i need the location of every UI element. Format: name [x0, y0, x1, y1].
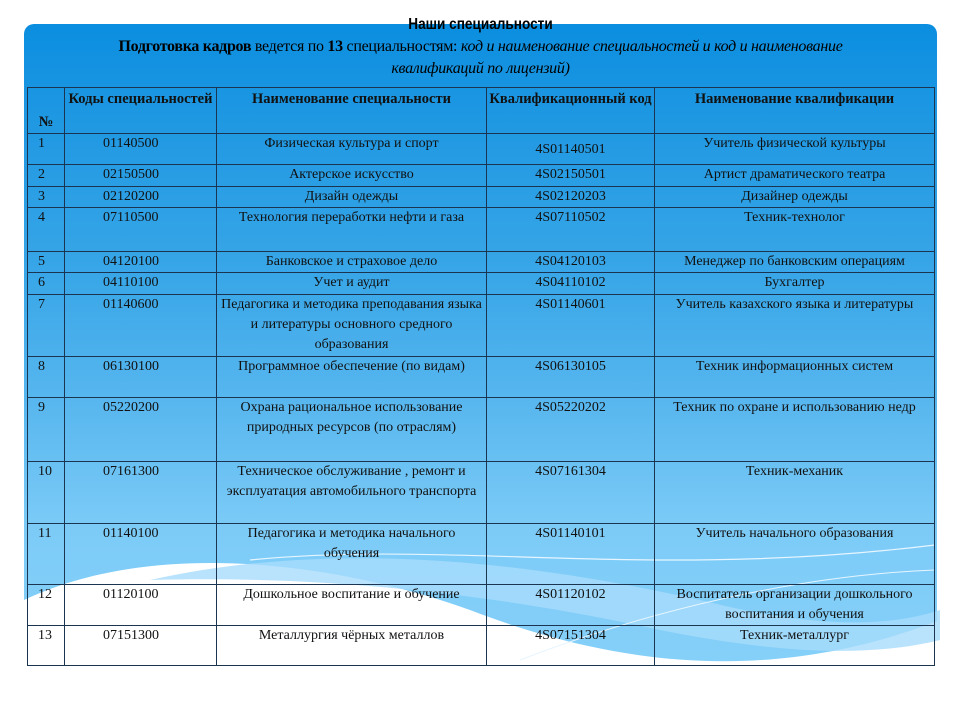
specialty-name: Дошкольное воспитание и обучение: [217, 585, 487, 626]
subtitle-bold-2: 13: [327, 38, 343, 55]
slide-header: [24, 14, 937, 80]
qualification-code: 4S02120203: [487, 187, 655, 208]
qualification-code: 4S01120102: [487, 585, 655, 626]
qualification-name: Техник-металлург: [655, 626, 935, 666]
row-number: 7: [28, 295, 65, 357]
subtitle-text-2: специальностям:: [342, 38, 461, 55]
qualification-code: 4S07161304: [487, 462, 655, 524]
qualification-code: 4S05220202: [487, 398, 655, 462]
specialty-name: Техническое обслуживание , ремонт и эксплуатация автомобильного транспорта: [217, 462, 487, 524]
header-specialty-name: Наименование специальности: [217, 88, 487, 134]
row-number: 13: [28, 626, 65, 666]
row-number: 2: [28, 165, 65, 187]
specialty-code: 04110100: [65, 273, 217, 295]
qualification-code: 4S07151304: [487, 626, 655, 666]
specialty-name: Учет и аудит: [217, 273, 487, 295]
specialty-code: 02120200: [65, 187, 217, 208]
row-number: 1: [28, 134, 65, 165]
specialty-code: 07151300: [65, 626, 217, 666]
specialty-code: 05220200: [65, 398, 217, 462]
table-row: [28, 165, 935, 187]
qualification-name: Воспитатель организации дошкольного воспитания и обучения: [655, 585, 935, 626]
specialty-name: Дизайн одежды: [217, 187, 487, 208]
specialties-table: [27, 87, 935, 666]
qualification-code: 4S01140601: [487, 295, 655, 357]
table-header-row: [28, 88, 935, 134]
subtitle-italic: код и наименование специальностей и код и наименование квалификаций по лицензий): [391, 38, 843, 77]
qualification-code: 4S01140501: [487, 134, 655, 165]
qualification-name: Бухгалтер: [655, 273, 935, 295]
specialty-code: 07110500: [65, 208, 217, 252]
specialty-code: 04120100: [65, 252, 217, 273]
qualification-code: 4S07110502: [487, 208, 655, 252]
qualification-name: Техник по охране и использованию недр: [655, 398, 935, 462]
specialty-name: Педагогика и методика начального обучения: [217, 524, 487, 585]
row-number: 5: [28, 252, 65, 273]
specialty-code: 01140600: [65, 295, 217, 357]
row-number: 11: [28, 524, 65, 585]
qualification-name: Артист драматического театра: [655, 165, 935, 187]
specialty-name: Технология переработки нефти и газа: [217, 208, 487, 252]
specialty-name: Программное обеспечение (по видам): [217, 357, 487, 398]
specialty-name: Физическая культура и спорт: [217, 134, 487, 165]
table-row: [28, 626, 935, 666]
row-number: 4: [28, 208, 65, 252]
table-row: [28, 208, 935, 252]
specialty-code: 06130100: [65, 357, 217, 398]
table-row: [28, 134, 935, 165]
slide-title: Наши специальности: [408, 16, 553, 33]
qualification-code: 4S01140101: [487, 524, 655, 585]
specialty-code: 02150500: [65, 165, 217, 187]
table-row: [28, 585, 935, 626]
qualification-name: Техник информационных систем: [655, 357, 935, 398]
qualification-code: 4S04110102: [487, 273, 655, 295]
subtitle-text-1: ведется по: [251, 38, 328, 55]
specialty-name: Банковское и страховое дело: [217, 252, 487, 273]
specialty-code: 01120100: [65, 585, 217, 626]
row-number: 10: [28, 462, 65, 524]
specialty-code: 01140500: [65, 134, 217, 165]
specialty-name: Металлургия чёрных металлов: [217, 626, 487, 666]
table-row: [28, 252, 935, 273]
specialty-code: 07161300: [65, 462, 217, 524]
header-qualification-name: Наименование квалификации: [655, 88, 935, 134]
qualification-name: Дизайнер одежды: [655, 187, 935, 208]
specialty-code: 01140100: [65, 524, 217, 585]
table-row: [28, 357, 935, 398]
subtitle-bold-1: Подготовка кадров: [118, 38, 252, 55]
row-number: 9: [28, 398, 65, 462]
row-number: 6: [28, 273, 65, 295]
table-row: [28, 524, 935, 585]
qualification-code: 4S02150501: [487, 165, 655, 187]
qualification-name: Менеджер по банковским операциям: [655, 252, 935, 273]
specialty-name: Педагогика и методика преподавания языка и литературы основного средного образования: [217, 295, 487, 357]
qualification-name: Учитель казахского языка и литературы: [655, 295, 935, 357]
header-qualification-code: Квалификационный код: [487, 88, 655, 134]
table-row: [28, 398, 935, 462]
qualification-name: Учитель физической культуры: [655, 134, 935, 165]
row-number: 3: [28, 187, 65, 208]
table-row: [28, 462, 935, 524]
header-specialty-code: Коды специальностей: [65, 88, 217, 134]
row-number: 12: [28, 585, 65, 626]
qualification-name: Учитель начального образования: [655, 524, 935, 585]
qualification-name: Техник-механик: [655, 462, 935, 524]
slide-subtitle: [24, 36, 937, 80]
table-row: [28, 273, 935, 295]
qualification-code: 4S06130105: [487, 357, 655, 398]
table-row: [28, 187, 935, 208]
specialty-name: Актерское искусство: [217, 165, 487, 187]
header-number: №: [28, 88, 65, 134]
table-row: [28, 295, 935, 357]
qualification-name: Техник-технолог: [655, 208, 935, 252]
row-number: 8: [28, 357, 65, 398]
qualification-code: 4S04120103: [487, 252, 655, 273]
specialty-name: Охрана рациональное использование природных ресурсов (по отраслям): [217, 398, 487, 462]
